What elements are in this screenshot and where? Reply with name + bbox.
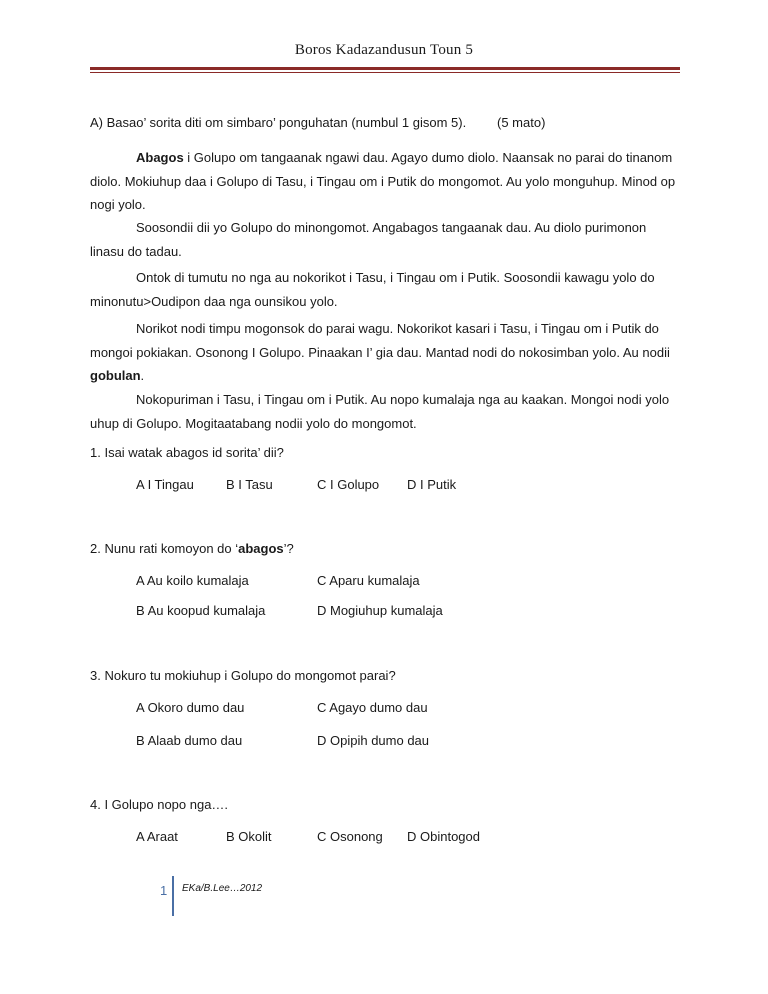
header-rule-thick [90,67,680,70]
q4-option-c: C Osonong [317,829,383,844]
question-1: 1. Isai watak abagos id sorita’ dii? [90,445,284,460]
bold-word-abagos: Abagos [136,150,184,165]
passage-paragraph-1 [90,146,682,217]
passage-paragraph-2: Soosondii dii yo Golupo do minongomot. Angabagos tangaanak dau. Au diolo purimonon linasu do tadau. [90,220,647,259]
footer-credit: EKa/B.Lee…2012 [182,883,263,894]
q2-option-c: C Aparu kumalaja [317,573,420,588]
paragraph-4-text: Norikot nodi timpu mogonsok do parai wagu. Nokorikot kasari i Tasu, i Tingau om i Putik do mongoi pokiakan. Osonong I Golupo. Pinaakan I’ gia dau. Mantad nodi do nokosimban yolo. Au nodii [90,321,670,360]
q2-text-pre: 2. Nunu rati komoyon do ‘ [90,541,239,556]
q4-option-a: A Araat [136,829,178,844]
paragraph-1-text: i Golupo om tangaanak ngawi dau. Agayo dumo diolo. Naansak no parai do tinanom diolo. Mokiuhup daa i Golupo di Tasu, i Tingau om i Putik do mongomot. Au yolo monguhup. Minod op nogi yolo. [90,150,676,212]
q3-option-d: D Opipih dumo dau [317,733,430,748]
q2-bold-abagos: abagos [238,541,284,556]
page-header-title: Boros Kadazandusun Toun 5 [294,42,474,58]
bold-word-gobulan: gobulan [90,368,141,383]
passage-paragraph-4 [90,317,682,388]
footer-divider [172,876,174,916]
page-number: 1 [160,883,168,898]
q2-text-post: ’? [283,541,294,556]
paragraph-4-end: . [140,368,145,383]
q2-option-b: B Au koopud kumalaja [136,603,266,618]
q1-option-b: B I Tasu [226,477,273,492]
question-3: 3. Nokuro tu mokiuhup i Golupo do mongomot parai? [90,668,396,683]
q2-option-a: A Au koilo kumalaja [136,573,249,588]
question-2 [90,541,294,556]
q3-option-a: A Okoro dumo dau [136,700,245,715]
instruction-text: A) Basao’ sorita diti om simbaro’ ponguhatan (numbul 1 gisom 5). [90,115,467,130]
instruction-marks: (5 mato) [497,115,546,130]
q1-option-d: D I Putik [407,477,457,492]
question-4: 4. I Golupo nopo nga…. [90,797,229,812]
q3-option-b: B Alaab dumo dau [136,733,243,748]
q4-option-d: D Obintogod [407,829,480,844]
passage-paragraph-5: Nokopuriman i Tasu, i Tingau om i Putik. Au nopo kumalaja nga au kaakan. Mongoi nodi yolo uhup di Golupo. Mogitaatabang nodii yolo do mongomot. [90,392,670,431]
passage-paragraph-3: Ontok di tumutu no nga au nokorikot i Tasu, i Tingau om i Putik. Soosondii kawagu yolo do minonutu>Oudipon daa nga ounsikou yolo. [90,270,655,309]
q3-option-c: C Agayo dumo dau [317,700,428,715]
q2-option-d: D Mogiuhup kumalaja [317,603,443,618]
header-rule-thin [90,72,680,73]
q4-option-b: B Okolit [226,829,272,844]
q1-option-c: C I Golupo [317,477,380,492]
q1-option-a: A I Tingau [136,477,194,492]
